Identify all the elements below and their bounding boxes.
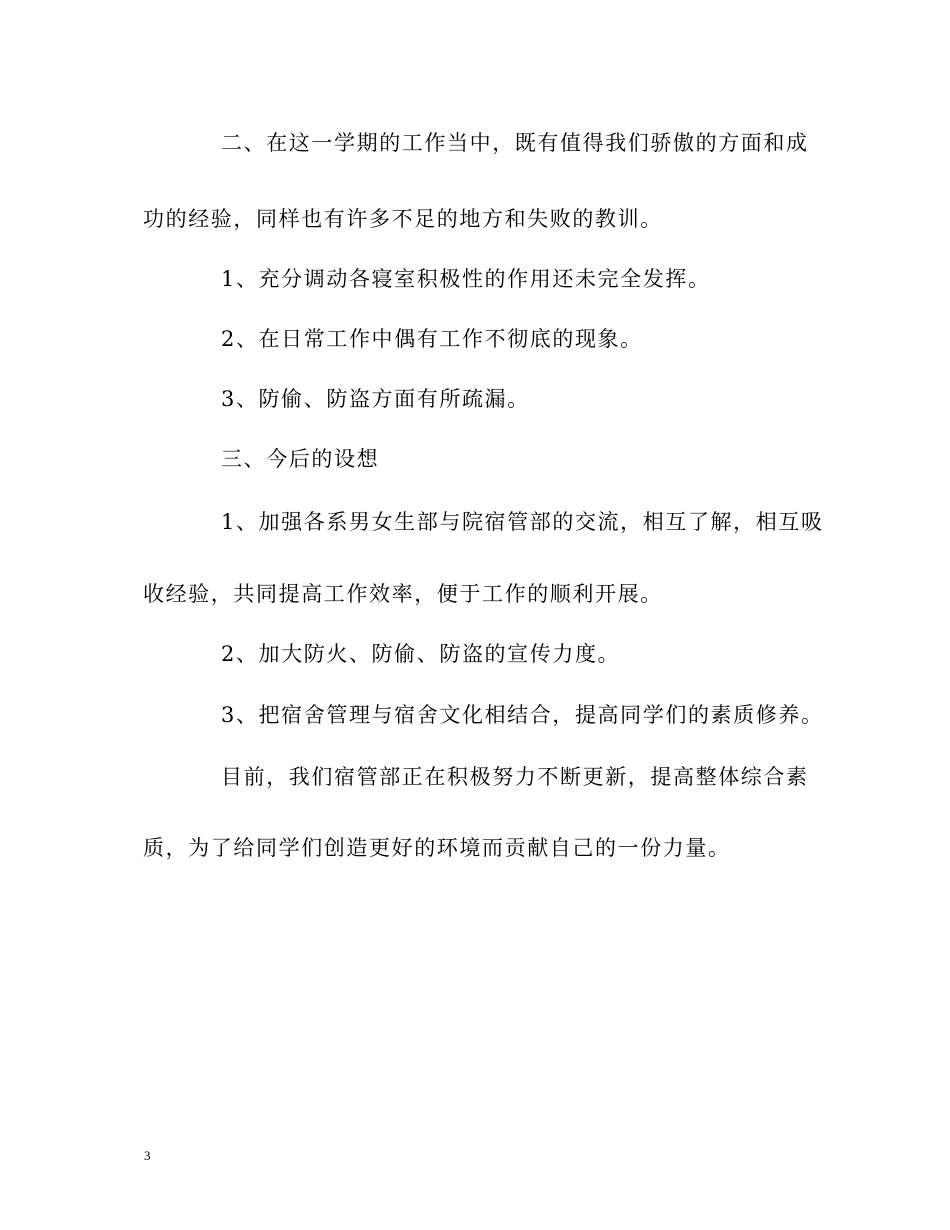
- plan-item-3: 3、把宿舍管理与宿舍文化相结合，提高同学们的素质修养。: [221, 703, 824, 727]
- list-item-3: 3、防偷、防盗方面有所疏漏。: [221, 387, 530, 411]
- list-item-2: 2、在日常工作中偶有工作不彻底的现象。: [221, 327, 643, 351]
- closing-paragraph-line-1: 目前，我们宿管部正在积极努力不断更新，提高整体综合素: [221, 765, 809, 789]
- page-number: 3: [144, 1148, 151, 1163]
- paragraph-2-line-1: 二、在这一学期的工作当中，既有值得我们骄傲的方面和成: [221, 131, 809, 155]
- paragraph-2-line-2: 功的经验，同样也有许多不足的地方和失败的教训。: [143, 207, 663, 231]
- plan-item-1-line-1: 1、加强各系男女生部与院宿管部的交流，相互了解，相互吸: [221, 510, 824, 534]
- plan-item-2: 2、加大防火、防偷、防盗的宣传力度。: [221, 642, 621, 666]
- list-item-1: 1、充分调动各寝室积极性的作用还未完全发挥。: [221, 267, 711, 291]
- closing-paragraph-line-2: 质，为了给同学们创造更好的环境而贡献自己的一份力量。: [143, 836, 731, 860]
- section-heading-3: 三、今后的设想: [221, 447, 380, 471]
- plan-item-1-line-2: 收经验，共同提高工作效率，便于工作的顺利开展。: [143, 582, 663, 606]
